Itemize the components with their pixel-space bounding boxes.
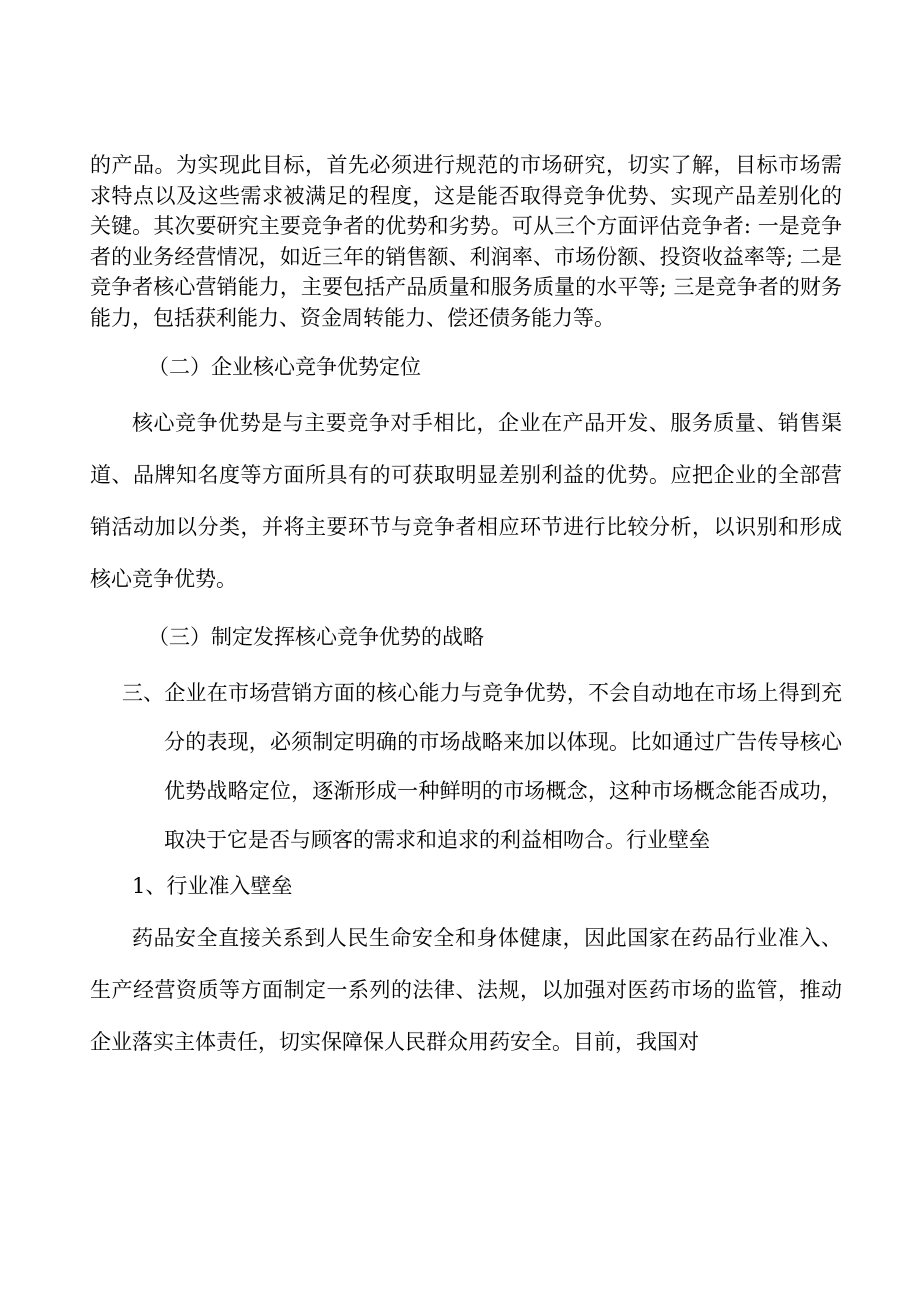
section-heading-3: （三）制定发挥核心竞争优势的战略 (148, 625, 484, 649)
subheading-entry-barrier: 1、行业准入壁垒 (132, 874, 293, 898)
section-heading-2: （二）企业核心竞争优势定位 (148, 355, 421, 379)
core-advantage-paragraph: 核心竞争优势是与主要竞争对手相比，企业在产品开发、服务质量、销售渠道、品牌知名度等方面所具有的可获取明显差别利益的优势。应把企业的全部营销活动加以分类，并将主要环节与竞争者相应环节进行比较分析，以识别和形成核心竞争优势。 (90, 411, 842, 591)
entry-barrier-paragraph: 药品安全直接关系到人民生命安全和身体健康，因此国家在药品行业准入、生产经营资质等方面制定一系列的法律、法规，以加强对医药市场的监管，推动企业落实主体责任，切实保障保人民群众用药安全。目前，我国对 (90, 926, 842, 1054)
intro-paragraph: 的产品。为实现此目标，首先必须进行规范的市场研究，切实了解，目标市场需求特点以及这些需求被满足的程度，这是能否取得竞争优势、实现产品差别化的关键。其次要研究主要竞争者的优势和劣势。可从三个方面评估竞争者: 一是竞争者的业务经营情况，如近三年的销售额、利润率、市场份额、投资收益率等; 二是竞争者核心营销能力，主要包括产品质量和服务质量的水平等; 三是竞争者的财务能力，包括获利能力、资金周转能力、偿还债务能力等。 (90, 153, 842, 330)
numbered-list-item-3: 三、企业在市场营销方面的核心能力与竞争优势，不会自动地在市场上得到充分的表现，必须制定明确的市场战略来加以体现。比如通过广告传导核心优势战略定位，逐渐形成一种鲜明的市场概念，这种市场概念能否成功，取决于它是否与顾客的需求和追求的利益相吻合。行业壁垒 (122, 681, 842, 852)
document-page (90, 150, 842, 1068)
